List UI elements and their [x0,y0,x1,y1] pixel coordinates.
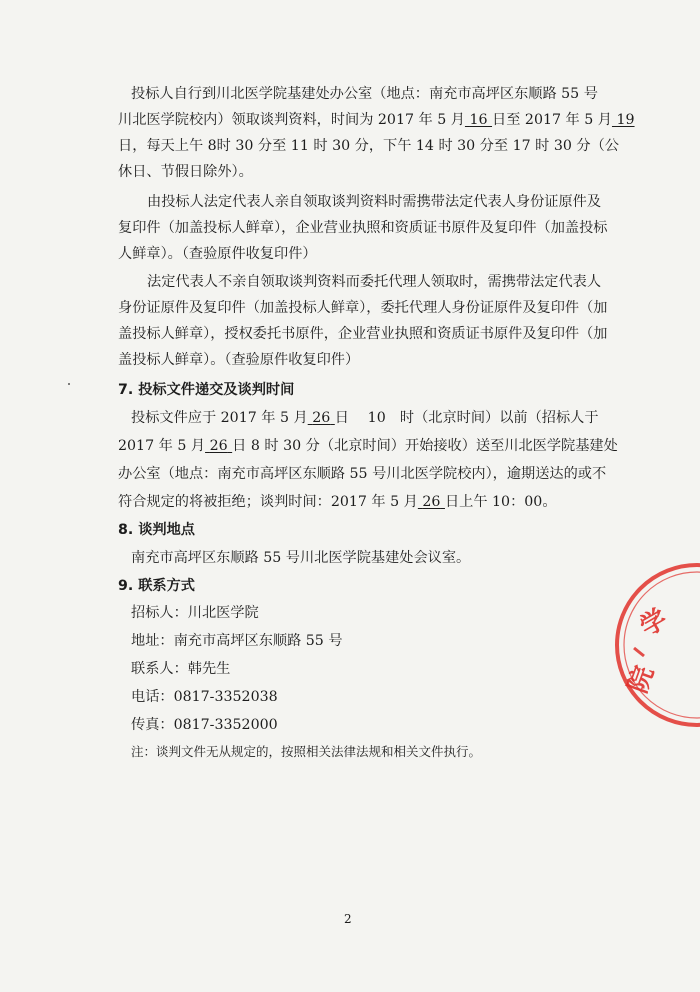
contact-fax: 传真：0817-3352000 [131,717,278,733]
p3-line-4: 盖投标人鲜章）。（查验原件收复印件） [118,352,360,368]
contact-phone: 电话：0817-3352038 [131,689,278,705]
contact-tenderer: 招标人：川北医学院 [131,605,259,621]
p1-end-day: 19 [616,112,635,128]
p2-line-3: 人鲜章）。（查验原件收复印件） [118,246,317,262]
scan-speck [68,383,70,385]
s7-line-2: 2017 年 5 月 26 日 8 时 30 分（北京时间）开始接收）送至川北医学院基建处 [118,438,618,454]
p2-line-2: 复印件（加盖投标人鲜章），企业营业执照和资质证书原件及复印件（加盖投标 [118,220,608,236]
section-9-heading: 9. 联系方式 [118,578,195,594]
footnote: 注：谈判文件无从规定的，按照相关法律法规和相关文件执行。 [131,744,482,759]
p1-line-2 [118,110,635,130]
s7-negotiation-day: 26 [422,494,441,510]
p1-start-day: 16 [469,112,488,128]
s7-line-1: 投标文件应于 2017 年 5 月 26 日 10 时（北京时间）以前（招标人于 [131,410,599,426]
p2-line-1: 由投标人法定代表人亲自领取谈判资料时需携带法定代表人身份证原件及 [147,194,602,210]
s7-deadline-day: 26 [312,410,331,426]
contact-address: 地址：南充市高坪区东顺路 55 号 [131,633,343,649]
p3-line-1: 法定代表人不亲自领取谈判资料而委托代理人领取时，需携带法定代表人 [147,274,602,290]
s7-receive-day: 26 [209,438,228,454]
official-seal [612,560,700,730]
p3-line-3: 盖投标人鲜章），授权委托书原件，企业营业执照和资质证书原件及复印件（加 [118,326,608,342]
section-8-heading: 8. 谈判地点 [118,522,195,538]
p1-line-4: 休日、节假日除外）。 [118,164,253,180]
page-number: 2 [344,912,352,926]
section-7-heading: 7. 投标文件递交及谈判时间 [118,382,295,398]
contact-person: 联系人：韩先生 [131,661,231,677]
p1-line-2-text-a: 川北医学院校内）领取谈判资料，时间为 2017 年 5 月 [118,112,465,128]
p3-line-2: 身份证原件及复印件（加盖投标人鲜章），委托代理人身份证原件及复印件（加 [118,300,608,316]
p1-line-2-text-c: 日至 2017 年 5 月 [492,112,612,128]
seal-stroke [634,648,644,656]
seal-char-2: 院 [622,662,661,697]
p1-line-1: 投标人自行到川北医学院基建处办公室（地点：南充市高坪区东顺路 55 号 [131,86,598,102]
s7-line-3: 办公室（地点：南充市高坪区东顺路 55 号川北医学院校内），逾期送达的或不 [118,466,607,482]
s8-location: 南充市高坪区东顺路 55 号川北医学院基建处会议室。 [131,550,471,566]
p1-line-3: 日，每天上午 8时 30 分至 11 时 30 分，下午 14 时 30 分至 17 时 30 分（公 [118,138,619,154]
seal-char-1: 学 [635,603,673,643]
s7-line-4: 符合规定的将被拒绝；谈判时间：2017 年 5 月 26 日上午 10：00。 [118,494,557,510]
